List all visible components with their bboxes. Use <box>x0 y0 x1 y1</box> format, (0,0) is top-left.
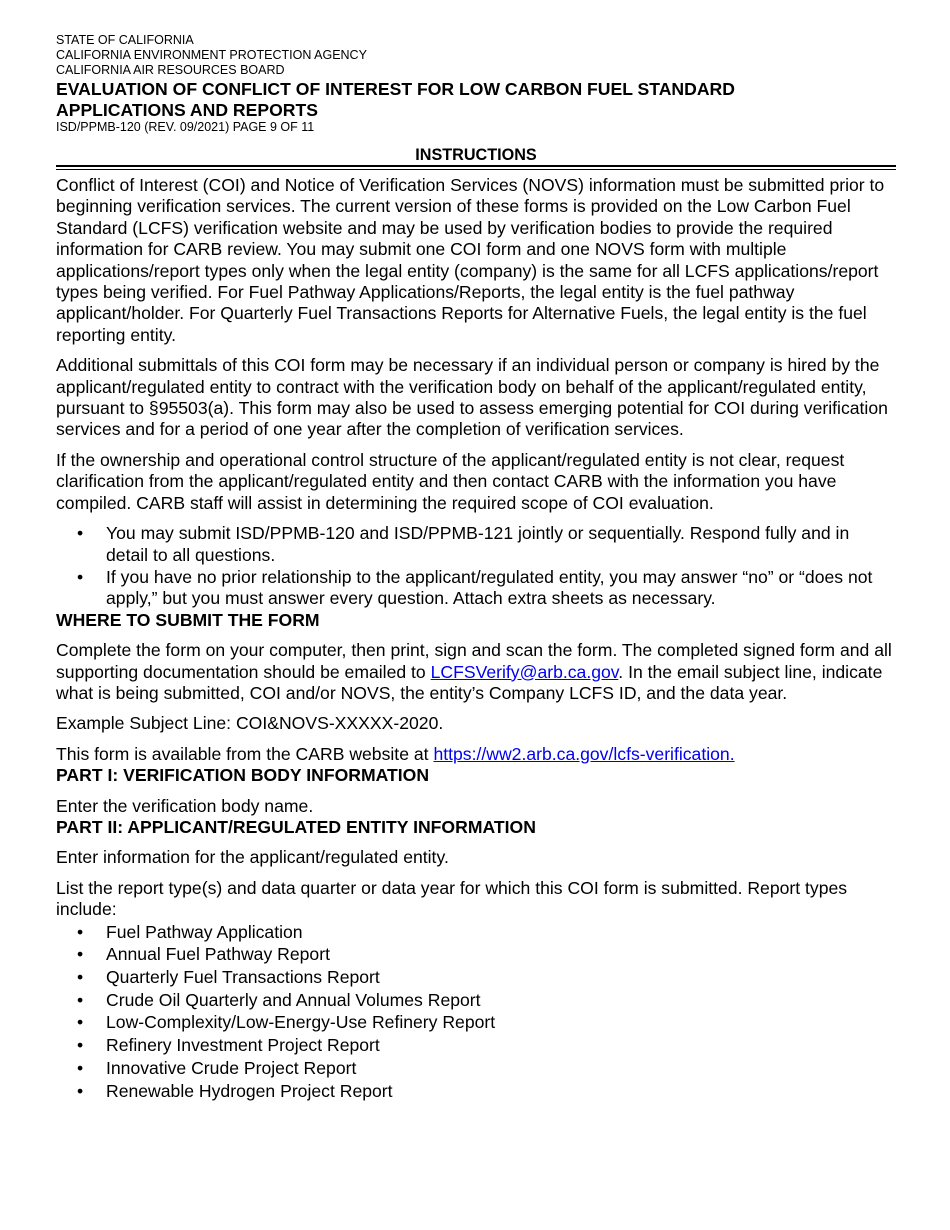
bullet-icon: • <box>77 1035 84 1056</box>
submit-paragraph: Complete the form on your computer, then print, sign and scan the form. The completed signed form and all supporting documentation should be emailed to LCFSVerify@arb.ca.gov. In the email subject line, indicate what is being submitted, COI and/or NOVS, the entity’s Company LCFS ID, and the data year. <box>56 640 892 703</box>
bullet-icon: • <box>77 1012 84 1033</box>
section-heading-submit: WHERE TO SUBMIT THE FORM <box>56 609 320 630</box>
website-line: This form is available from the CARB website at https://ww2.arb.ca.gov/lcfs-verification. <box>56 743 735 764</box>
agency-line: CALIFORNIA AIR RESOURCES BOARD <box>56 63 285 77</box>
instructions-paragraph: If the ownership and operational control structure of the applicant/regulated entity is not clear, request clarification from the applicant/regulated entity and then contact CARB with the information you have compiled. CARB staff will assist in determining the required scope of COI evaluation. <box>56 449 845 513</box>
example-subject-line: Example Subject Line: COI&NOVS-XXXXX-2020. <box>56 713 444 734</box>
list-item: • Refinery Investment Project Report <box>77 1035 380 1056</box>
agency-line: CALIFORNIA ENVIRONMENT PROTECTION AGENCY <box>56 48 367 62</box>
list-item: • Renewable Hydrogen Project Report <box>77 1080 393 1101</box>
instructions-heading: INSTRUCTIONS <box>415 146 537 164</box>
list-item: • Quarterly Fuel Transactions Report <box>77 967 380 987</box>
section-heading-part2: PART II: APPLICANT/REGULATED ENTITY INFORMATION <box>56 816 536 837</box>
list-item: • Low-Complexity/Low-Energy-Use Refinery Report <box>77 1012 496 1033</box>
instructions-paragraph: Additional submittals of this COI form may be necessary if an individual person or company is hired by the applicant/regulated entity to contract with the verification body on behalf of the applicant/regulated entity, pursuant to §95503(a). This form may also be used to assess emerging potential for COI during verification services and for a period of one year after the completion of verification services. <box>56 355 888 440</box>
email-link[interactable]: LCFSVerify@arb.ca.gov <box>430 661 619 682</box>
website-link[interactable]: https://ww2.arb.ca.gov/lcfs-verification. <box>433 743 735 764</box>
bullet-icon: • <box>77 989 84 1010</box>
list-item: • Annual Fuel Pathway Report <box>77 944 330 965</box>
instructions-paragraph: Conflict of Interest (COI) and Notice of Verification Services (NOVS) information must be submitted prior to beginning verification services. The current version of these forms is provided on the Low Carbon Fuel Standard (LCFS) verification website and may be used by verification bodies to provide the required information for CARB review. You may submit one COI form and one NOVS form with multiple applications/report types only when the legal entity (company) is the same for all LCFS applications/report types being verified. For Fuel Pathway Applications/Reports, the legal entity is the fuel pathway applicant/holder. For Quarterly Fuel Transactions Reports for Alternative Fuels, the legal entity is the fuel reporting entity. <box>56 175 885 345</box>
form-id: ISD/PPMB-120 (REV. 09/2021) PAGE 9 OF 11 <box>56 120 315 134</box>
bullet-icon: • <box>77 1080 84 1101</box>
instructions-bullet-list <box>56 523 896 610</box>
list-item: • You may submit ISD/PPMB-120 and ISD/PPMB-121 jointly or sequentially. Respond fully and in detail to all questions. <box>77 523 850 565</box>
bullet-icon: • <box>77 566 84 587</box>
bullet-icon: • <box>77 944 84 965</box>
bullet-icon: • <box>77 967 84 987</box>
bullet-icon: • <box>77 1057 84 1078</box>
heading-rule <box>56 165 896 170</box>
document-page <box>56 33 896 1102</box>
list-item: • If you have no prior relationship to the applicant/regulated entity, you may answer “no” or “does not apply,” but you must answer every question. Attach extra sheets as necessary. <box>77 566 873 609</box>
list-item: • Fuel Pathway Application <box>77 921 303 942</box>
bullet-icon: • <box>77 921 84 942</box>
part1-text: Enter the verification body name. <box>56 795 314 816</box>
list-item: • Innovative Crude Project Report <box>77 1057 357 1078</box>
list-item: • Crude Oil Quarterly and Annual Volumes Report <box>77 989 481 1010</box>
form-title-line: EVALUATION OF CONFLICT OF INTEREST FOR LOW CARBON FUEL STANDARD <box>56 79 735 99</box>
report-types-intro: List the report type(s) and data quarter or data year for which this COI form is submitted. Report types include: <box>56 877 848 920</box>
part2-text: Enter information for the applicant/regulated entity. <box>56 847 449 868</box>
section-heading-part1: PART I: VERIFICATION BODY INFORMATION <box>56 765 430 786</box>
form-title-line: APPLICATIONS AND REPORTS <box>56 99 318 120</box>
bullet-icon: • <box>77 523 84 544</box>
form-title <box>56 79 896 120</box>
agency-line: STATE OF CALIFORNIA <box>56 33 194 47</box>
report-types-list <box>56 921 896 1103</box>
